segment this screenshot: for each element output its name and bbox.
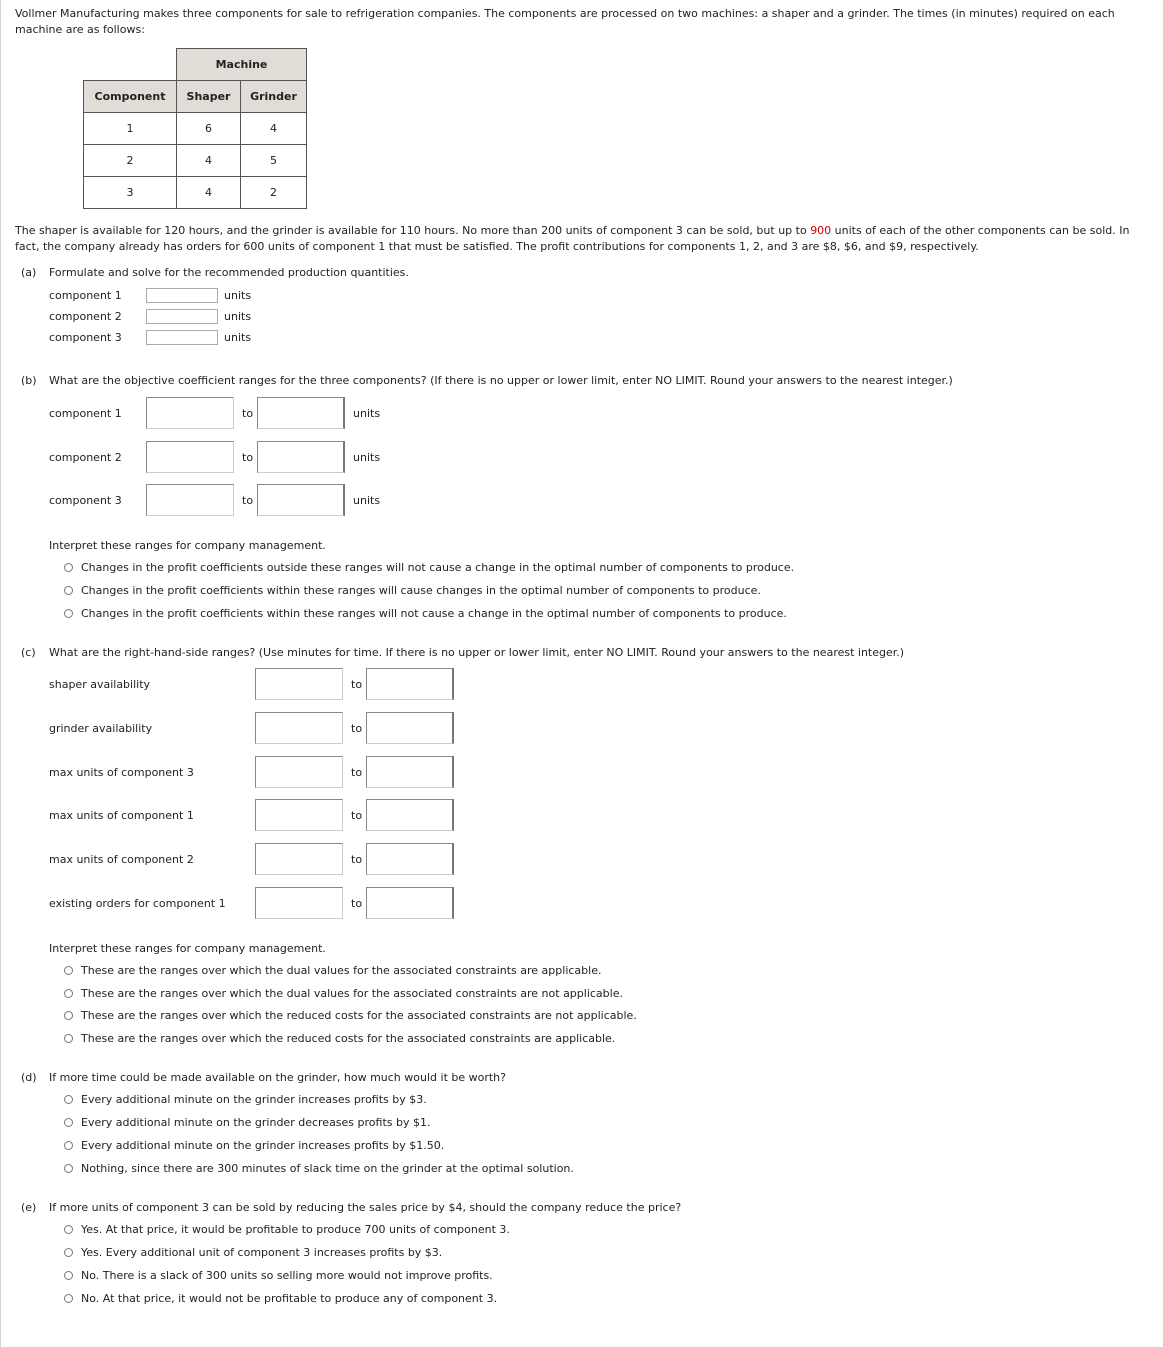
e-option-3-radio[interactable] [64,1271,73,1280]
cell-shaper: 4 [177,145,241,177]
machine-group-header: Machine [177,49,307,81]
cell-component: 2 [84,145,177,177]
machine-times-table [83,48,307,209]
a-row-label: component 3 [49,331,122,344]
to-label: to [242,451,254,464]
c-shaper-low-input[interactable] [255,668,343,700]
c-orders-high-input[interactable] [366,887,454,919]
c-row-label: max units of component 2 [49,853,194,866]
b-row-label: component 3 [49,494,122,507]
part-e-label: (e) [21,1201,37,1214]
c-row-label: max units of component 3 [49,766,194,779]
c-max3-high-input[interactable] [366,756,454,788]
b-unit-label: units [353,407,381,420]
c-grinder-high-input[interactable] [366,712,454,744]
b-interpret-prompt: Interpret these ranges for company management. [49,539,326,552]
a-row-label: component 1 [49,289,122,302]
e-option-4-label[interactable]: No. At that price, it would not be profitable to produce any of component 3. [81,1292,498,1305]
c-interpret-prompt: Interpret these ranges for company management. [49,942,326,955]
b-unit-label: units [353,451,381,464]
b-option-2-radio[interactable] [64,586,73,595]
table-row [84,145,307,177]
b-option-1-label[interactable]: Changes in the profit coefficients outside these ranges will not cause a change in the optimal number of components to produce. [81,561,795,574]
to-label: to [351,809,363,822]
cell-shaper: 6 [177,113,241,145]
d-option-4-label[interactable]: Nothing, since there are 300 minutes of slack time on the grinder at the optimal solution. [81,1162,574,1175]
table-row [84,177,307,209]
c-orders-low-input[interactable] [255,887,343,919]
c-max2-low-input[interactable] [255,843,343,875]
intro-text: Vollmer Manufacturing makes three components for sale to refrigeration companies. The components are processed on two machines: a shaper and a grinder. The times (in minutes) required on each machine are as follows: [15,7,1115,36]
b-option-2-label[interactable]: Changes in the profit coefficients within these ranges will cause changes in the optimal number of components to produce. [81,584,761,597]
c-row-label: grinder availability [49,722,153,735]
b-option-3-label[interactable]: Changes in the profit coefficients within these ranges will not cause a change in the optimal number of components to produce. [81,607,787,620]
b-component-2-low-input[interactable] [146,441,234,473]
cell-shaper: 4 [177,177,241,209]
e-option-2-radio[interactable] [64,1248,73,1257]
part-d-label: (d) [21,1071,37,1084]
cell-grinder: 4 [241,113,307,145]
e-option-3-label[interactable]: No. There is a slack of 300 units so selling more would not improve profits. [81,1269,493,1282]
header-grinder: Grinder [241,81,307,113]
to-label: to [351,853,363,866]
b-component-2-high-input[interactable] [257,441,345,473]
cell-component: 3 [84,177,177,209]
c-option-3-label[interactable]: These are the ranges over which the reduced costs for the associated constraints are not applicable. [81,1009,637,1022]
c-max1-high-input[interactable] [366,799,454,831]
to-label: to [351,722,363,735]
part-e-question: If more units of component 3 can be sold by reducing the sales price by $4, should the company reduce the price? [49,1201,682,1214]
b-component-1-high-input[interactable] [257,397,345,429]
a-component-2-input[interactable] [146,309,218,324]
d-option-3-radio[interactable] [64,1141,73,1150]
b-option-3-radio[interactable] [64,609,73,618]
b-option-1-radio[interactable] [64,563,73,572]
b-component-3-high-input[interactable] [257,484,345,516]
e-option-1-radio[interactable] [64,1225,73,1234]
d-option-2-radio[interactable] [64,1118,73,1127]
b-row-label: component 1 [49,407,122,420]
c-option-4-label[interactable]: These are the ranges over which the reduced costs for the associated constraints are applicable. [81,1032,616,1045]
d-option-4-radio[interactable] [64,1164,73,1173]
d-option-2-label[interactable]: Every additional minute on the grinder decreases profits by $1. [81,1116,431,1129]
c-shaper-high-input[interactable] [366,668,454,700]
e-option-1-label[interactable]: Yes. At that price, it would be profitable to produce 700 units of component 3. [81,1223,510,1236]
e-option-2-label[interactable]: Yes. Every additional unit of component 3 increases profits by $3. [81,1246,443,1259]
b-row-label: component 2 [49,451,122,464]
c-option-2-label[interactable]: These are the ranges over which the dual values for the associated constraints are not applicable. [81,987,623,1000]
d-option-1-radio[interactable] [64,1095,73,1104]
b-component-1-low-input[interactable] [146,397,234,429]
c-row-label: max units of component 1 [49,809,194,822]
to-label: to [242,494,254,507]
to-label: to [242,407,254,420]
b-component-3-low-input[interactable] [146,484,234,516]
part-c-label: (c) [21,646,36,659]
e-option-4-radio[interactable] [64,1294,73,1303]
header-shaper: Shaper [177,81,241,113]
part-a-label: (a) [21,266,37,279]
d-option-1-label[interactable]: Every additional minute on the grinder increases profits by $3. [81,1093,427,1106]
part-b-label: (b) [21,374,37,387]
a-component-3-input[interactable] [146,330,218,345]
cell-grinder: 2 [241,177,307,209]
a-unit-label: units [224,310,252,323]
table-corner [84,49,177,81]
header-component: Component [84,81,177,113]
to-label: to [351,897,363,910]
a-unit-label: units [224,331,252,344]
c-max2-high-input[interactable] [366,843,454,875]
c-row-label: existing orders for component 1 [49,897,226,910]
part-b-question: What are the objective coefficient ranges for the three components? (If there is no upper or lower limit, enter NO LIMIT. Round your answers to the nearest integer.) [49,374,953,387]
c-option-3-radio[interactable] [64,1011,73,1020]
table-row [84,113,307,145]
b-unit-label: units [353,494,381,507]
problem-text: The shaper is available for 120 hours, and the grinder is available for 110 hours. No more than 200 units of component 3 can be sold, but up to 900 units of each of the other components can be sold. In fact, the company already has orders for 600 units of component 1 that must be satisfied. The profit contributions for components 1, 2, and 3 are $8, $6, and $9, respectively. [15,224,1130,253]
to-label: to [351,678,363,691]
cell-component: 1 [84,113,177,145]
d-option-3-label[interactable]: Every additional minute on the grinder increases profits by $1.50. [81,1139,445,1152]
part-a-question: Formulate and solve for the recommended production quantities. [49,266,409,279]
c-max1-low-input[interactable] [255,799,343,831]
c-option-4-radio[interactable] [64,1034,73,1043]
c-row-label: shaper availability [49,678,151,691]
part-c-question: What are the right-hand-side ranges? (Use minutes for time. If there is no upper or lower limit, enter NO LIMIT. Round your answers to the nearest integer.) [49,646,905,659]
a-component-1-input[interactable] [146,288,218,303]
c-max3-low-input[interactable] [255,756,343,788]
c-option-1-label[interactable]: These are the ranges over which the dual values for the associated constraints are applicable. [81,964,602,977]
a-unit-label: units [224,289,252,302]
part-d-question: If more time could be made available on the grinder, how much would it be worth? [49,1071,506,1084]
c-grinder-low-input[interactable] [255,712,343,744]
c-option-1-radio[interactable] [64,966,73,975]
highlighted-value: 900 [810,224,832,237]
c-option-2-radio[interactable] [64,989,73,998]
to-label: to [351,766,363,779]
cell-grinder: 5 [241,145,307,177]
a-row-label: component 2 [49,310,122,323]
